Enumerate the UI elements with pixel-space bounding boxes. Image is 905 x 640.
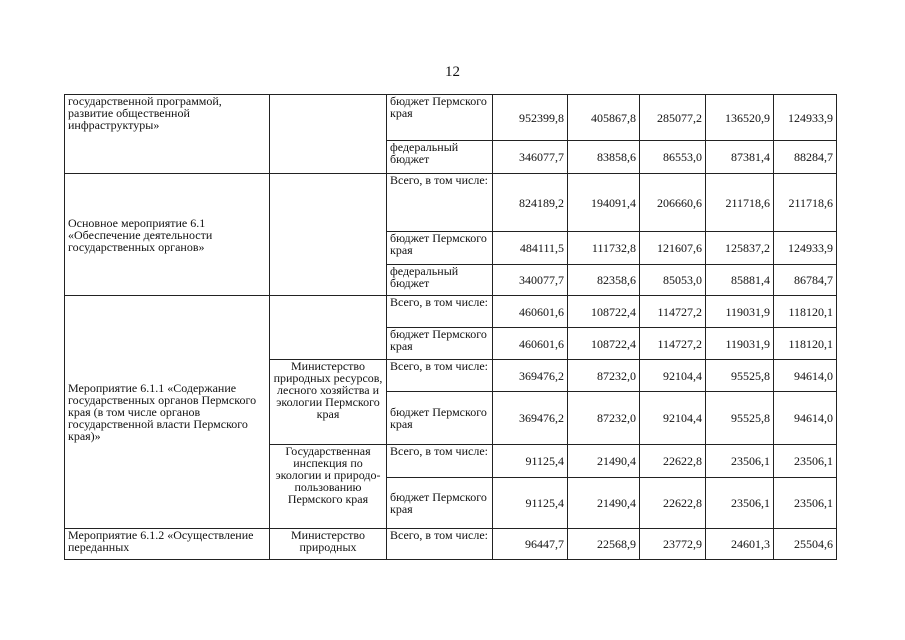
value-total: 91125,4 [493,445,568,478]
value-total: 484111,5 [493,232,568,265]
value-year-4: 23506,1 [774,478,837,529]
funding-source: бюджет Пермского края [387,232,493,265]
value-year-1: 108722,4 [568,328,640,360]
value-total: 340077,7 [493,265,568,296]
executor-cell: Государственная инспекция по экологии и природо-пользованию Пермского края [270,445,387,529]
value-year-1: 405867,8 [568,95,640,141]
value-year-4: 118120,1 [774,296,837,328]
value-year-4: 124933,9 [774,95,837,141]
executor-cell: Министерство природных ресурсов, лесного хозяйства и экологии Пермского края [270,360,387,445]
value-year-3: 119031,9 [706,296,774,328]
executor-cell [270,95,387,174]
activity-name: Мероприятие 6.1.1 «Содержание государственных органов Пермского края (в том числе органов государственной власти Пермского края)» [65,296,270,529]
value-year-2: 85053,0 [640,265,706,296]
page-number: 12 [445,64,460,80]
funding-source: бюджет Пермского края [387,478,493,529]
value-year-1: 21490,4 [568,445,640,478]
value-total: 96447,7 [493,529,568,560]
value-year-3: 95525,8 [706,392,774,445]
value-total: 460601,6 [493,296,568,328]
value-year-2: 22622,8 [640,478,706,529]
value-year-1: 82358,6 [568,265,640,296]
value-year-4: 94614,0 [774,360,837,392]
value-year-4: 118120,1 [774,328,837,360]
funding-source: бюджет Пермского края [387,95,493,141]
value-total: 346077,7 [493,141,568,174]
table-row [65,95,837,141]
table-row [65,174,837,232]
value-year-2: 285077,2 [640,95,706,141]
value-total: 369476,2 [493,392,568,445]
funding-source: Всего, в том числе: [387,296,493,328]
funding-source: Всего, в том числе: [387,174,493,232]
table-row [65,529,837,560]
value-year-3: 23506,1 [706,478,774,529]
value-year-4: 124933,9 [774,232,837,265]
value-year-2: 92104,4 [640,392,706,445]
funding-source: Всего, в том числе: [387,360,493,392]
value-year-2: 114727,2 [640,296,706,328]
value-year-2: 206660,6 [640,174,706,232]
value-year-1: 21490,4 [568,478,640,529]
value-year-2: 114727,2 [640,328,706,360]
value-year-2: 23772,9 [640,529,706,560]
funding-source: федеральный бюджет [387,265,493,296]
funding-source: бюджет Пермского края [387,392,493,445]
value-year-3: 136520,9 [706,95,774,141]
value-year-4: 211718,6 [774,174,837,232]
value-year-3: 119031,9 [706,328,774,360]
value-year-4: 88284,7 [774,141,837,174]
executor-cell [270,174,387,296]
funding-source: Всего, в том числе: [387,445,493,478]
value-year-3: 24601,3 [706,529,774,560]
value-year-3: 23506,1 [706,445,774,478]
executor-cell: Министерство природных [270,529,387,560]
activity-name: Мероприятие 6.1.2 «Осуществление переданных [65,529,270,560]
value-year-2: 86553,0 [640,141,706,174]
value-year-3: 125837,2 [706,232,774,265]
value-year-3: 87381,4 [706,141,774,174]
value-year-4: 25504,6 [774,529,837,560]
activity-name: государственной программой, развитие общественной инфраструктуры» [65,95,270,174]
value-total: 369476,2 [493,360,568,392]
value-year-1: 87232,0 [568,360,640,392]
value-year-4: 23506,1 [774,445,837,478]
value-year-1: 87232,0 [568,392,640,445]
value-year-4: 94614,0 [774,392,837,445]
value-total: 824189,2 [493,174,568,232]
value-year-3: 211718,6 [706,174,774,232]
funding-source: Всего, в том числе: [387,529,493,560]
value-year-1: 22568,9 [568,529,640,560]
funding-source: бюджет Пермского края [387,328,493,360]
value-year-2: 121607,6 [640,232,706,265]
value-year-1: 194091,4 [568,174,640,232]
value-total: 952399,8 [493,95,568,141]
budget-table [64,94,837,560]
value-total: 460601,6 [493,328,568,360]
table-row [65,296,837,328]
value-year-3: 85881,4 [706,265,774,296]
executor-cell [270,296,387,360]
value-year-2: 22622,8 [640,445,706,478]
value-year-4: 86784,7 [774,265,837,296]
value-year-2: 92104,4 [640,360,706,392]
funding-source: федеральный бюджет [387,141,493,174]
value-year-1: 83858,6 [568,141,640,174]
activity-name: Основное мероприятие 6.1 «Обеспечение деятельности государственных органов» [65,174,270,296]
value-year-1: 111732,8 [568,232,640,265]
value-year-3: 95525,8 [706,360,774,392]
value-year-1: 108722,4 [568,296,640,328]
value-total: 91125,4 [493,478,568,529]
